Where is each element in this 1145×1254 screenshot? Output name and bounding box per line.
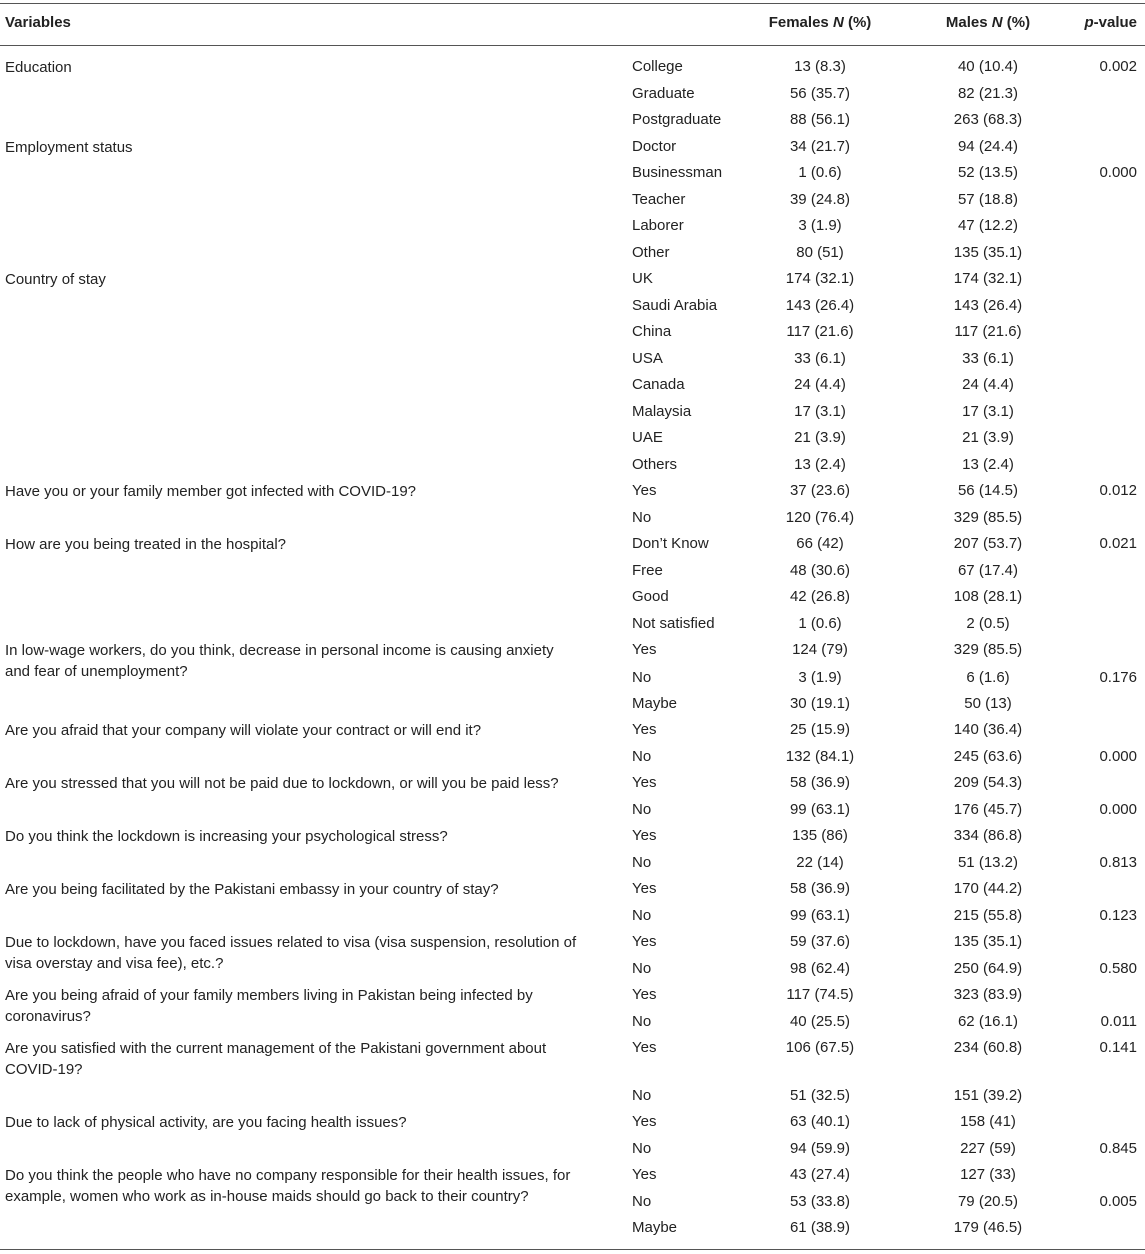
females-cell: 94 (59.9)	[789, 1139, 851, 1157]
category-cell: No	[632, 959, 652, 977]
category-cell: Canada	[632, 376, 685, 393]
males-cell: 56 (14.5)	[957, 482, 1019, 499]
table-row	[0, 390, 1145, 420]
category-cell: Teacher	[632, 190, 686, 208]
category-cell: Not satisfied	[632, 614, 715, 632]
females-cell: 39 (24.8)	[789, 190, 851, 208]
category-cell: No	[632, 669, 652, 686]
males-cell: 67 (17.4)	[957, 561, 1019, 579]
category-cell: Businessman	[632, 164, 723, 181]
category-cell: Postgraduate	[632, 111, 722, 128]
females-cell: 58 (36.9)	[789, 880, 851, 897]
p-value-cell: 0.123	[1099, 906, 1137, 924]
table-row	[0, 841, 1145, 871]
males-cell: 263 (68.3)	[953, 111, 1023, 128]
table-row	[0, 257, 1145, 288]
females-cell: 99 (63.1)	[789, 906, 851, 924]
p-value-cell: 0.176	[1099, 669, 1137, 686]
females-cell: 88 (56.1)	[789, 111, 851, 128]
category-cell: Yes	[632, 1113, 657, 1130]
variable-cell: Have you or your family member got infected with COVID-19?	[5, 483, 416, 500]
table-row	[0, 1180, 1145, 1210]
variable-cell: In low-wage workers, do you think, decrease in personal income is causing anxiety and fear of unemployment?	[5, 642, 554, 680]
males-cell: 143 (26.4)	[953, 296, 1023, 314]
table-row	[0, 735, 1145, 765]
category-cell: College	[632, 58, 683, 75]
males-cell: 52 (13.5)	[957, 164, 1019, 181]
females-cell: 63 (40.1)	[789, 1113, 851, 1130]
category-cell: No	[632, 1086, 652, 1104]
table-row	[0, 1127, 1145, 1157]
table-row	[0, 894, 1145, 924]
category-cell: No	[632, 853, 652, 871]
table-row	[0, 1000, 1145, 1030]
females-cell: 80 (51)	[796, 243, 844, 261]
variable-cell: How are you being treated in the hospital?	[5, 536, 287, 553]
p-value-cell: 0.845	[1099, 1139, 1137, 1157]
males-cell: 50 (13)	[964, 695, 1012, 712]
females-cell: 13 (8.3)	[794, 58, 846, 75]
females-cell: 34 (21.7)	[789, 137, 851, 155]
category-cell: Yes	[632, 827, 657, 844]
females-cell: 37 (23.6)	[789, 482, 851, 499]
females-cell: 40 (25.5)	[789, 1012, 851, 1030]
category-cell: China	[632, 323, 672, 340]
table-row	[0, 761, 1145, 792]
variable-cell: Do you think the lockdown is increasing your psychological stress?	[5, 828, 448, 845]
males-cell: 209 (54.3)	[953, 774, 1023, 791]
category-cell: Doctor	[632, 137, 677, 155]
table-row	[0, 231, 1145, 261]
females-cell: 43 (27.4)	[789, 1166, 851, 1183]
category-cell: No	[632, 1012, 652, 1030]
males-cell: 245 (63.6)	[953, 747, 1023, 765]
males-cell: 82 (21.3)	[957, 84, 1019, 102]
table-row	[0, 1100, 1145, 1131]
table-row	[0, 310, 1145, 340]
males-cell: 176 (45.7)	[953, 800, 1023, 818]
females-cell: 106 (67.5)	[785, 1039, 855, 1056]
table-row	[0, 72, 1145, 102]
males-cell: 127 (33)	[960, 1166, 1016, 1183]
table-row	[0, 284, 1145, 314]
females-cell: 117 (21.6)	[786, 323, 854, 340]
females-cell: 1 (0.6)	[798, 614, 842, 632]
table-row	[0, 656, 1145, 686]
males-cell: 250 (64.9)	[953, 959, 1023, 977]
variable-cell: Are you stressed that you will not be paid due to lockdown, or will you be paid less?	[5, 775, 559, 792]
category-cell: Yes	[632, 1039, 657, 1056]
variable-cell: Are you being afraid of your family members living in Pakistan being infected by coronavirus?	[5, 987, 533, 1025]
table-row	[0, 496, 1145, 526]
category-cell: Yes	[632, 1166, 657, 1183]
category-cell: UAE	[632, 429, 663, 446]
variable-cell: Due to lack of physical activity, are you facing health issues?	[5, 1114, 407, 1131]
males-cell: 108 (28.1)	[953, 588, 1023, 605]
table-row	[0, 1206, 1145, 1236]
females-cell: 51 (32.5)	[789, 1086, 851, 1104]
variable-cell: Due to lockdown, have you faced issues related to visa (visa suspension, resolution of visa overstay and visa fee), etc.?	[5, 934, 577, 972]
females-cell: 66 (42)	[796, 535, 844, 552]
category-cell: No	[632, 1192, 652, 1210]
category-cell: No	[632, 906, 652, 924]
females-cell: 59 (37.6)	[789, 933, 851, 950]
table-row	[0, 125, 1145, 156]
females-cell: 33 (6.1)	[794, 349, 846, 367]
header-males: Males N (%)	[945, 14, 1031, 31]
males-cell: 227 (59)	[960, 1139, 1016, 1157]
p-value-cell: 0.141	[1099, 1039, 1137, 1056]
category-cell: Free	[632, 561, 663, 579]
table-row	[0, 469, 1145, 500]
p-value-cell: 0.000	[1099, 800, 1137, 818]
p-value-cell: 0.005	[1099, 1192, 1137, 1210]
males-cell: 47 (12.2)	[957, 217, 1019, 234]
p-value-cell: 0.580	[1099, 959, 1137, 977]
males-cell: 174 (32.1)	[953, 270, 1023, 287]
table-row	[0, 98, 1145, 128]
p-value-cell: 0.012	[1099, 482, 1137, 499]
females-cell: 132 (84.1)	[785, 747, 855, 765]
males-cell: 51 (13.2)	[957, 853, 1019, 871]
males-cell: 62 (16.1)	[957, 1012, 1019, 1030]
females-cell: 17 (3.1)	[794, 402, 846, 420]
males-cell: 215 (55.8)	[953, 906, 1023, 924]
females-cell: 135 (86)	[792, 827, 848, 844]
variable-cell: Are you afraid that your company will violate your contract or will end it?	[5, 722, 482, 739]
category-cell: USA	[632, 349, 663, 367]
table-row	[0, 867, 1145, 898]
table-row	[0, 178, 1145, 208]
category-cell: Maybe	[632, 695, 678, 712]
table-row	[0, 814, 1145, 845]
males-cell: 24 (4.4)	[962, 376, 1014, 393]
males-cell: 33 (6.1)	[962, 349, 1014, 367]
category-cell: No	[632, 1139, 652, 1157]
table-row	[0, 443, 1145, 473]
category-cell: Saudi Arabia	[632, 296, 718, 314]
males-cell: 334 (86.8)	[953, 827, 1023, 844]
table-row	[0, 416, 1145, 446]
category-cell: No	[632, 747, 652, 765]
table-row	[0, 151, 1145, 181]
variable-cell: Are you satisfied with the current management of the Pakistani government about COVID-19?	[5, 1040, 547, 1078]
table-row	[0, 575, 1145, 605]
header-females: Females N (%)	[768, 14, 872, 31]
variable-cell: Country of stay	[5, 271, 106, 288]
category-cell: Others	[632, 455, 678, 473]
males-cell: 170 (44.2)	[953, 880, 1023, 897]
table-row	[0, 45, 1145, 76]
females-cell: 56 (35.7)	[789, 84, 851, 102]
table-row	[0, 363, 1145, 393]
males-cell: 2 (0.5)	[966, 614, 1010, 632]
males-cell: 234 (60.8)	[953, 1039, 1023, 1056]
males-cell: 17 (3.1)	[962, 402, 1014, 420]
category-cell: No	[632, 508, 652, 526]
females-cell: 22 (14)	[796, 853, 844, 871]
category-cell: Good	[632, 588, 669, 605]
females-cell: 1 (0.6)	[798, 164, 842, 181]
females-cell: 30 (19.1)	[789, 695, 851, 712]
table-row	[0, 708, 1145, 739]
table-row	[0, 788, 1145, 818]
p-value-cell: 0.002	[1099, 58, 1137, 75]
females-cell: 58 (36.9)	[789, 774, 851, 791]
males-cell: 329 (85.5)	[953, 508, 1023, 526]
header-variables: Variables	[5, 14, 71, 31]
males-cell: 79 (20.5)	[957, 1192, 1019, 1210]
males-cell: 57 (18.8)	[957, 190, 1019, 208]
category-cell: Yes	[632, 933, 657, 950]
category-cell: Don’t Know	[632, 535, 709, 552]
females-cell: 53 (33.8)	[789, 1192, 851, 1210]
males-cell: 13 (2.4)	[962, 455, 1014, 473]
table-body	[0, 45, 1145, 1236]
females-cell: 21 (3.9)	[794, 429, 846, 446]
females-cell: 124 (79)	[792, 641, 848, 658]
category-cell: Yes	[632, 721, 657, 738]
males-cell: 140 (36.4)	[953, 721, 1023, 738]
variable-cell: Education	[5, 59, 72, 76]
males-cell: 6 (1.6)	[966, 669, 1010, 686]
males-cell: 207 (53.7)	[953, 535, 1023, 552]
males-cell: 135 (35.1)	[953, 933, 1023, 950]
table-top-rule	[0, 3, 1145, 4]
variable-cell: Do you think the people who have no company responsible for their health issues, for example, women who work as in-house maids should go back to their country?	[5, 1167, 571, 1205]
females-cell: 174 (32.1)	[785, 270, 855, 287]
males-cell: 323 (83.9)	[953, 986, 1023, 1003]
table-row	[0, 682, 1145, 712]
table-bottom-rule	[0, 1249, 1145, 1250]
table-row	[0, 204, 1145, 234]
category-cell: Malaysia	[632, 402, 692, 420]
category-cell: Other	[632, 243, 670, 261]
females-cell: 120 (76.4)	[785, 508, 855, 526]
females-cell: 3 (1.9)	[798, 669, 842, 686]
males-cell: 21 (3.9)	[962, 429, 1014, 446]
category-cell: Laborer	[632, 217, 684, 234]
females-cell: 48 (30.6)	[789, 561, 851, 579]
females-cell: 117 (74.5)	[786, 986, 854, 1003]
variable-cell: Are you being facilitated by the Pakistani embassy in your country of stay?	[5, 881, 499, 898]
females-cell: 13 (2.4)	[794, 455, 846, 473]
males-cell: 151 (39.2)	[953, 1086, 1023, 1104]
category-cell: Yes	[632, 880, 657, 897]
males-cell: 117 (21.6)	[954, 323, 1022, 340]
table-row	[0, 602, 1145, 632]
category-cell: Yes	[632, 986, 657, 1003]
table-row	[0, 337, 1145, 367]
category-cell: Yes	[632, 482, 657, 499]
table-row	[0, 947, 1145, 977]
males-cell: 158 (41)	[960, 1113, 1016, 1130]
table-row	[0, 1074, 1145, 1104]
p-value-cell: 0.813	[1099, 853, 1137, 871]
table-row	[0, 549, 1145, 579]
table-row	[0, 522, 1145, 553]
females-cell: 24 (4.4)	[794, 376, 846, 393]
category-cell: Yes	[632, 641, 657, 658]
category-cell: UK	[632, 270, 653, 287]
males-cell: 135 (35.1)	[953, 243, 1023, 261]
category-cell: No	[632, 800, 652, 818]
females-cell: 98 (62.4)	[789, 959, 851, 977]
males-cell: 94 (24.4)	[957, 137, 1019, 155]
category-cell: Maybe	[632, 1219, 678, 1236]
table-row	[0, 1026, 1145, 1078]
header-p-value: p-value	[1084, 14, 1137, 31]
p-value-cell: 0.000	[1099, 164, 1137, 181]
females-cell: 3 (1.9)	[798, 217, 842, 234]
females-cell: 42 (26.8)	[789, 588, 851, 605]
variable-cell: Employment status	[5, 138, 133, 156]
males-cell: 329 (85.5)	[953, 641, 1023, 658]
category-cell: Graduate	[632, 84, 695, 102]
category-cell: Yes	[632, 774, 657, 791]
p-value-cell: 0.021	[1099, 535, 1137, 552]
p-value-cell: 0.000	[1099, 747, 1137, 765]
females-cell: 99 (63.1)	[789, 800, 851, 818]
p-value-cell: 0.011	[1100, 1012, 1137, 1030]
females-cell: 25 (15.9)	[789, 721, 851, 738]
males-cell: 40 (10.4)	[957, 58, 1019, 75]
females-cell: 61 (38.9)	[789, 1219, 851, 1236]
females-cell: 143 (26.4)	[785, 296, 855, 314]
males-cell: 179 (46.5)	[953, 1219, 1023, 1236]
